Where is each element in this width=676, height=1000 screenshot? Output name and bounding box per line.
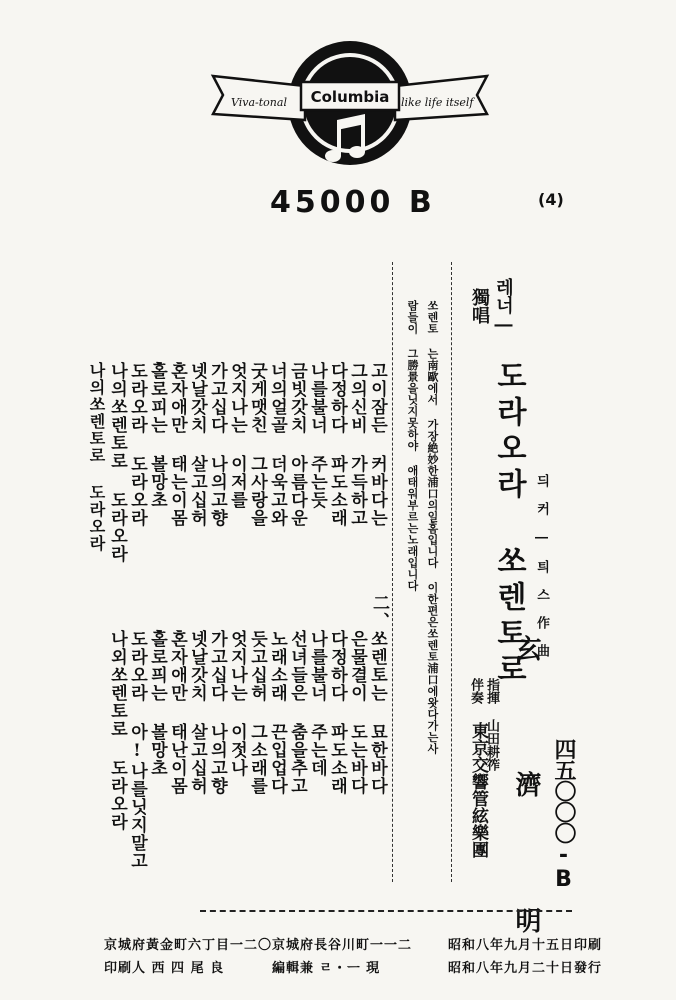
colophon-publisher: 編輯兼 ㄹ・ㅡ 現 xyxy=(272,961,381,976)
verse2-line: 혼자애만 태난이몸 xyxy=(167,630,187,795)
catalog-number-vertical: 四五〇〇〇-B xyxy=(551,738,576,891)
logo-brand: Columbia xyxy=(310,88,390,106)
orchestra-name: 東京交響管絃樂團 xyxy=(468,722,488,858)
catalog-number: 45000 B xyxy=(270,185,436,220)
verse2-line: 가고십다 나의고향 xyxy=(207,630,227,795)
conductor-credit: 指揮 山田耕筰 xyxy=(484,678,499,771)
colophon-print-date: 昭和八年九月十五日印刷 xyxy=(448,938,603,953)
verse1-line: 너의얼골 더욱고와 xyxy=(267,362,287,527)
verse2-line: 노래소래 끈입업다 xyxy=(267,630,287,795)
verse1-line: 넷날갓치 살고십허 xyxy=(187,362,207,527)
colophon-separator xyxy=(200,910,572,912)
verse1-line: 고이잠든 커바다는 xyxy=(367,362,387,527)
composer-credit: 듸 커 ― 틔 스 作 曲 xyxy=(534,474,549,657)
verse1-line: 나를불너 주는듯 xyxy=(307,362,327,509)
colophon-issue-date: 昭和八年九月二十日發行 xyxy=(448,961,603,976)
verse2-line: 도라오라 아!나를닛지말고 xyxy=(127,630,147,870)
verse1-line: 엇지나는 이저를 xyxy=(227,362,247,509)
side-number: (4) xyxy=(538,190,564,209)
columbia-logo xyxy=(205,28,495,178)
verse2-line: 넷날갓치 살고십허 xyxy=(187,630,207,795)
verse1-line: 다정하다 파도소래 xyxy=(327,362,347,527)
verse1-line: 홀로피는 볼망초 xyxy=(147,362,167,509)
verse2-line: 다정하다 파도소래 xyxy=(327,630,347,795)
song-title: 도라오라 쏘렌토로 xyxy=(491,360,526,689)
note-line: 람들이 그勝景을닛지못하야 애태워부르는노래입니다 xyxy=(406,300,419,592)
verse2-marker: 二、 xyxy=(369,594,389,630)
genre-line-1: 레너― xyxy=(493,278,514,335)
verse2-line: 듯고십허 그소래를 xyxy=(247,630,267,795)
colophon-printer: 印刷人 西 四 尾 良 xyxy=(104,961,225,976)
verse1-line: 가고십다 나의고향 xyxy=(207,362,227,527)
note-line: 쏘렌토 는南歐에서 가장絶妙한浦口의일홈입니다 이한편은쏘렌토浦口에왓다가는사 xyxy=(426,300,439,755)
verse1-line: 나의쏘렌토로 도라오라 xyxy=(87,362,106,552)
colophon-address-printer: 京城府黃金町六丁目一二〇 xyxy=(104,938,273,953)
verse1-line: 굿게맷친 그사랑을 xyxy=(247,362,267,527)
singer-name: 玄 濟 明 xyxy=(511,635,541,973)
verse1-line: 나의쏘렌토로 도라오라 xyxy=(107,362,127,563)
note-box xyxy=(392,262,452,882)
genre-line-2: 獨唱 xyxy=(469,288,490,324)
verse2-line: 나외쏘렌토로 도라오라 xyxy=(107,630,127,831)
accompaniment-label: 伴奏 xyxy=(468,678,483,704)
verse2-line: 홀로픠는 볼망초 xyxy=(147,630,167,777)
colophon-address-publisher: 京城府長谷川町一一二 xyxy=(272,938,413,953)
verse2-line: 선녀들은 춤을추고 xyxy=(287,630,307,795)
verse1-line: 그의신비 가득하고 xyxy=(347,362,367,527)
verse2-line: 엇지나는 이젓나 xyxy=(227,630,247,777)
logo-left-motto: Viva-tonal xyxy=(231,96,287,109)
verse2-line: 은물결이 도는바다 xyxy=(347,630,367,795)
verse2-line: 나를불너 주는데 xyxy=(307,630,327,777)
logo-right-motto: like life itself xyxy=(401,96,474,109)
verse1-line: 도라오라 도라오라 xyxy=(127,362,147,527)
verse2-line: 쏘렌토는 묘한바다 xyxy=(367,630,387,795)
verse1-line: 금빗갓치 아름다운 xyxy=(287,362,307,527)
verse1-line: 혼자애만 태는이몸 xyxy=(167,362,187,527)
